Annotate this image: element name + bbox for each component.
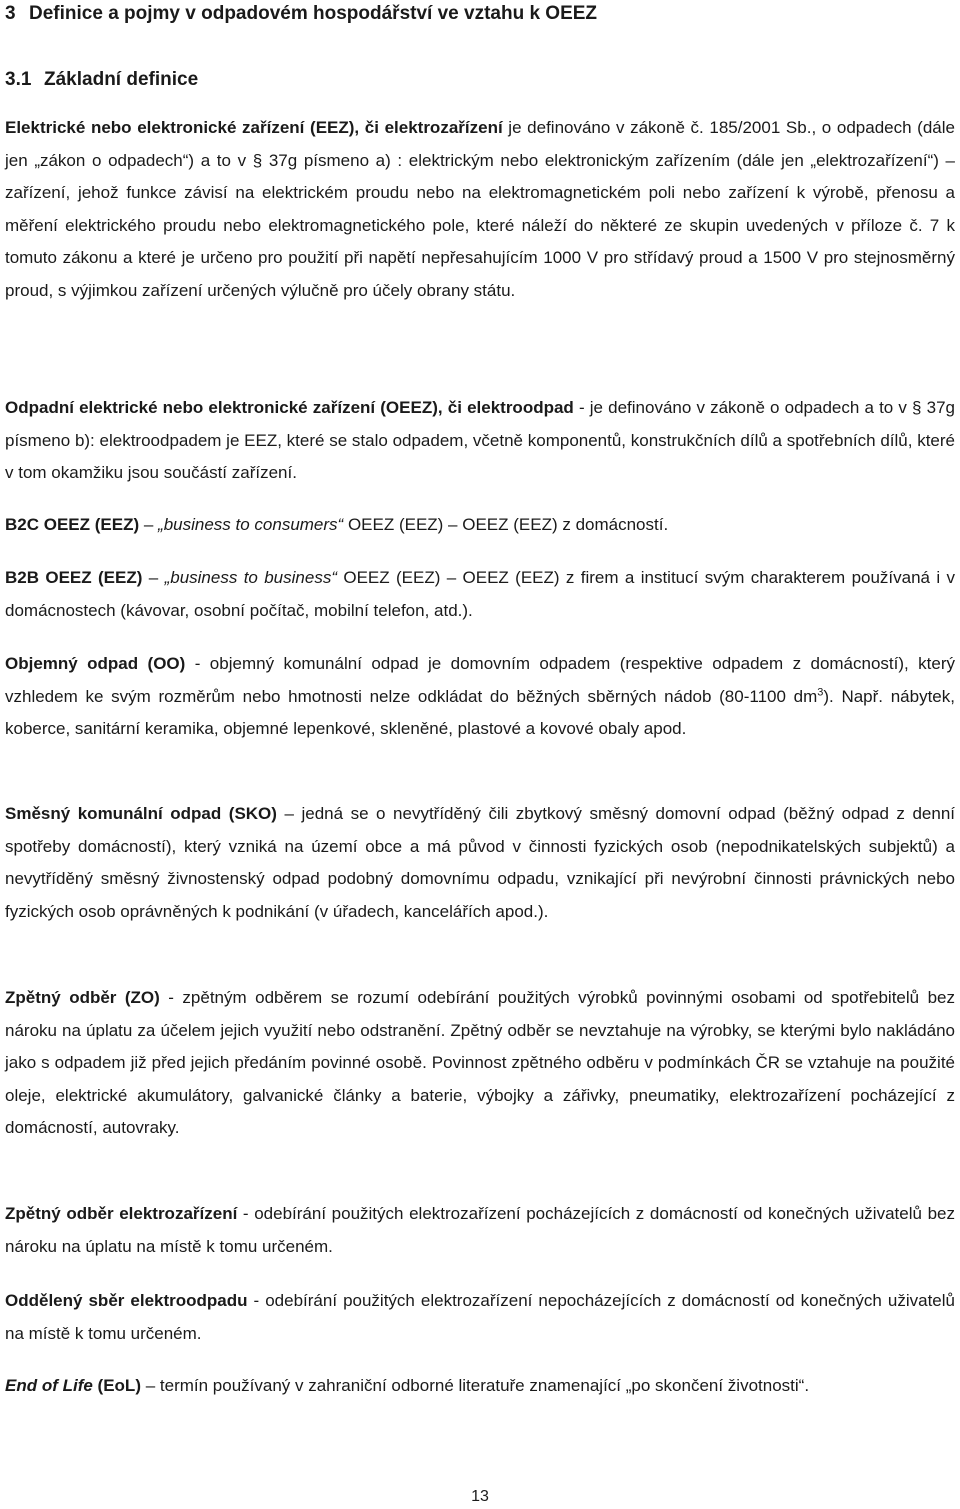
definition-oo-part1: - objemný komunální odpad je domovním odpadem (respektive odpadem z domácností), který vzhledem ke svým rozměrům nebo hmotnosti nelze odkládat do běžných sběrných nádob (80-1100 dm xyxy=(5,654,955,706)
paragraph-oeez xyxy=(5,392,955,490)
paragraph-b2c xyxy=(5,509,955,542)
italic-b2b: „business to business“ xyxy=(164,568,337,587)
paragraph-os xyxy=(5,1285,955,1350)
definition-eez: je definováno v zákoně č. 185/2001 Sb., o odpadech (dále jen „zákon o odpadech“) a to v § 37g písmeno a) : elektrickým nebo elektronickým zařízením (dále jen „elektrozařízení“) – zařízení, jehož funkce závisí na elektrickém proudu nebo na elektromagnetickém poli nebo zařízení k výrobě, přenosu a měření elektrického proudu nebo elektromagnetického pole, které náleží do některé ze skupin uvedených v příloze č. 7 k tomuto zákonu a které je určeno pro použití při napětí nepřesahujícím 1000 V pro střídavý proud a 1500 V pro stejnosměrný proud, s výjimkou zařízení určených výlučně pro účely obrany státu. xyxy=(5,118,955,300)
term-os: Oddělený sběr elektroodpadu xyxy=(5,1291,248,1310)
chapter-title: Definice a pojmy v odpadovém hospodářství ve vztahu k OEEZ xyxy=(29,3,598,24)
definition-b2c: OEEZ (EEZ) – OEEZ (EEZ) z domácností. xyxy=(343,515,669,534)
definition-zo: - zpětným odběrem se rozumí odebírání použitých výrobků povinnými osobami od spotřebitelů bez nároku na úplatu za účelem jejich využití nebo odstranění. Zpětný odběr se nevztahuje na výrobky, se kterými bylo nakládáno jako s odpadem již před jejich předáním povinné osobě. Povinnost zpětného odběru v podmínkách ČR se vztahuje na použité oleje, elektrické akumulátory, galvanické články a baterie, výbojky a zářivky, pneumatiky, elektrozařízení pocházející z domácností, autovraky. xyxy=(5,988,955,1138)
section-heading xyxy=(5,68,198,92)
chapter-heading xyxy=(5,2,597,26)
paragraph-sko xyxy=(5,798,955,928)
section-title: Základní definice xyxy=(44,69,199,90)
paragraph-oo xyxy=(5,648,955,746)
chapter-number: 3 xyxy=(5,3,16,24)
definition-oo-part2: ). Např. nábytek, koberce, sanitární keramika, objemné lepenkové, skleněné, plastové a kovové obaly apod. xyxy=(5,686,955,739)
definition-os: - odebírání použitých elektrozařízení nepocházejících z domácností od konečných uživatelů na místě k tomu určeném. xyxy=(5,1291,955,1343)
dash: – xyxy=(139,515,159,534)
definition-oeez: - je definováno v zákoně o odpadech a to v § 37g písmeno b): elektroodpadem je EEZ, které se stalo odpadem, včetně komponentů, konstrukčních dílů a spotřebních dílů, které v tom okamžiku jsou součástí zařízení. xyxy=(5,398,955,483)
term-oeez: Odpadní elektrické nebo elektronické zařízení (OEEZ), či elektroodpad xyxy=(5,398,574,417)
paragraph-b2b xyxy=(5,562,955,627)
definition-zoe: - odebírání použitých elektrozařízení pocházejících z domácností od konečných uživatelů bez nároku na úplatu na místě k tomu určeném. xyxy=(5,1204,955,1256)
definition-eol: – termín používaný v zahraniční odborné literatuře znamenající „po skončení životnosti“. xyxy=(140,1376,810,1395)
paragraph-zoe xyxy=(5,1198,955,1263)
definition-sko: – jedná se o nevytříděný čili zbytkový směsný domovní odpad (běžný odpad z denní spotřeby domácností), který vzniká na území obce a má původ v činnosti fyzických osob (nepodnikatelských subjektů) a nevytříděný směsný živnostenský odpad podobný domovnímu odpadu, vznikající při nevýrobní činnosti právnických nebo fyzických osob oprávněných k podnikání (v úřadech, kancelářích apod.). xyxy=(5,804,955,921)
term-zoe: Zpětný odběr elektrozařízení xyxy=(5,1204,238,1223)
term-eez: Elektrické nebo elektronické zařízení (EEZ), či elektrozařízení xyxy=(5,118,503,137)
paragraph-zo xyxy=(5,982,955,1145)
italic-b2c: „business to consumers“ xyxy=(158,515,344,534)
page-number: 13 xyxy=(471,1488,489,1505)
definition-b2b: OEEZ (EEZ) – OEEZ (EEZ) z firem a institucí svým charakterem používaná i v domácnostech (kávovar, osobní počítač, mobilní telefon, atd.). xyxy=(5,568,956,620)
term-eol-abbr: (EoL) xyxy=(92,1376,141,1395)
paragraph-eez xyxy=(5,112,955,308)
section-number: 3.1 xyxy=(5,69,32,90)
superscript: 3 xyxy=(817,685,824,698)
dash: – xyxy=(142,568,165,587)
term-sko: Směsný komunální odpad (SKO) xyxy=(5,804,277,823)
term-zo: Zpětný odběr (ZO) xyxy=(5,988,160,1007)
paragraph-eol xyxy=(5,1370,955,1403)
term-eol xyxy=(5,1376,141,1395)
term-eol-italic: End of Life xyxy=(5,1376,93,1395)
term-oo: Objemný odpad (OO) xyxy=(5,654,186,673)
term-b2b: B2B OEEZ (EEZ) xyxy=(5,568,143,587)
term-b2c: B2C OEEZ (EEZ) xyxy=(5,515,140,534)
